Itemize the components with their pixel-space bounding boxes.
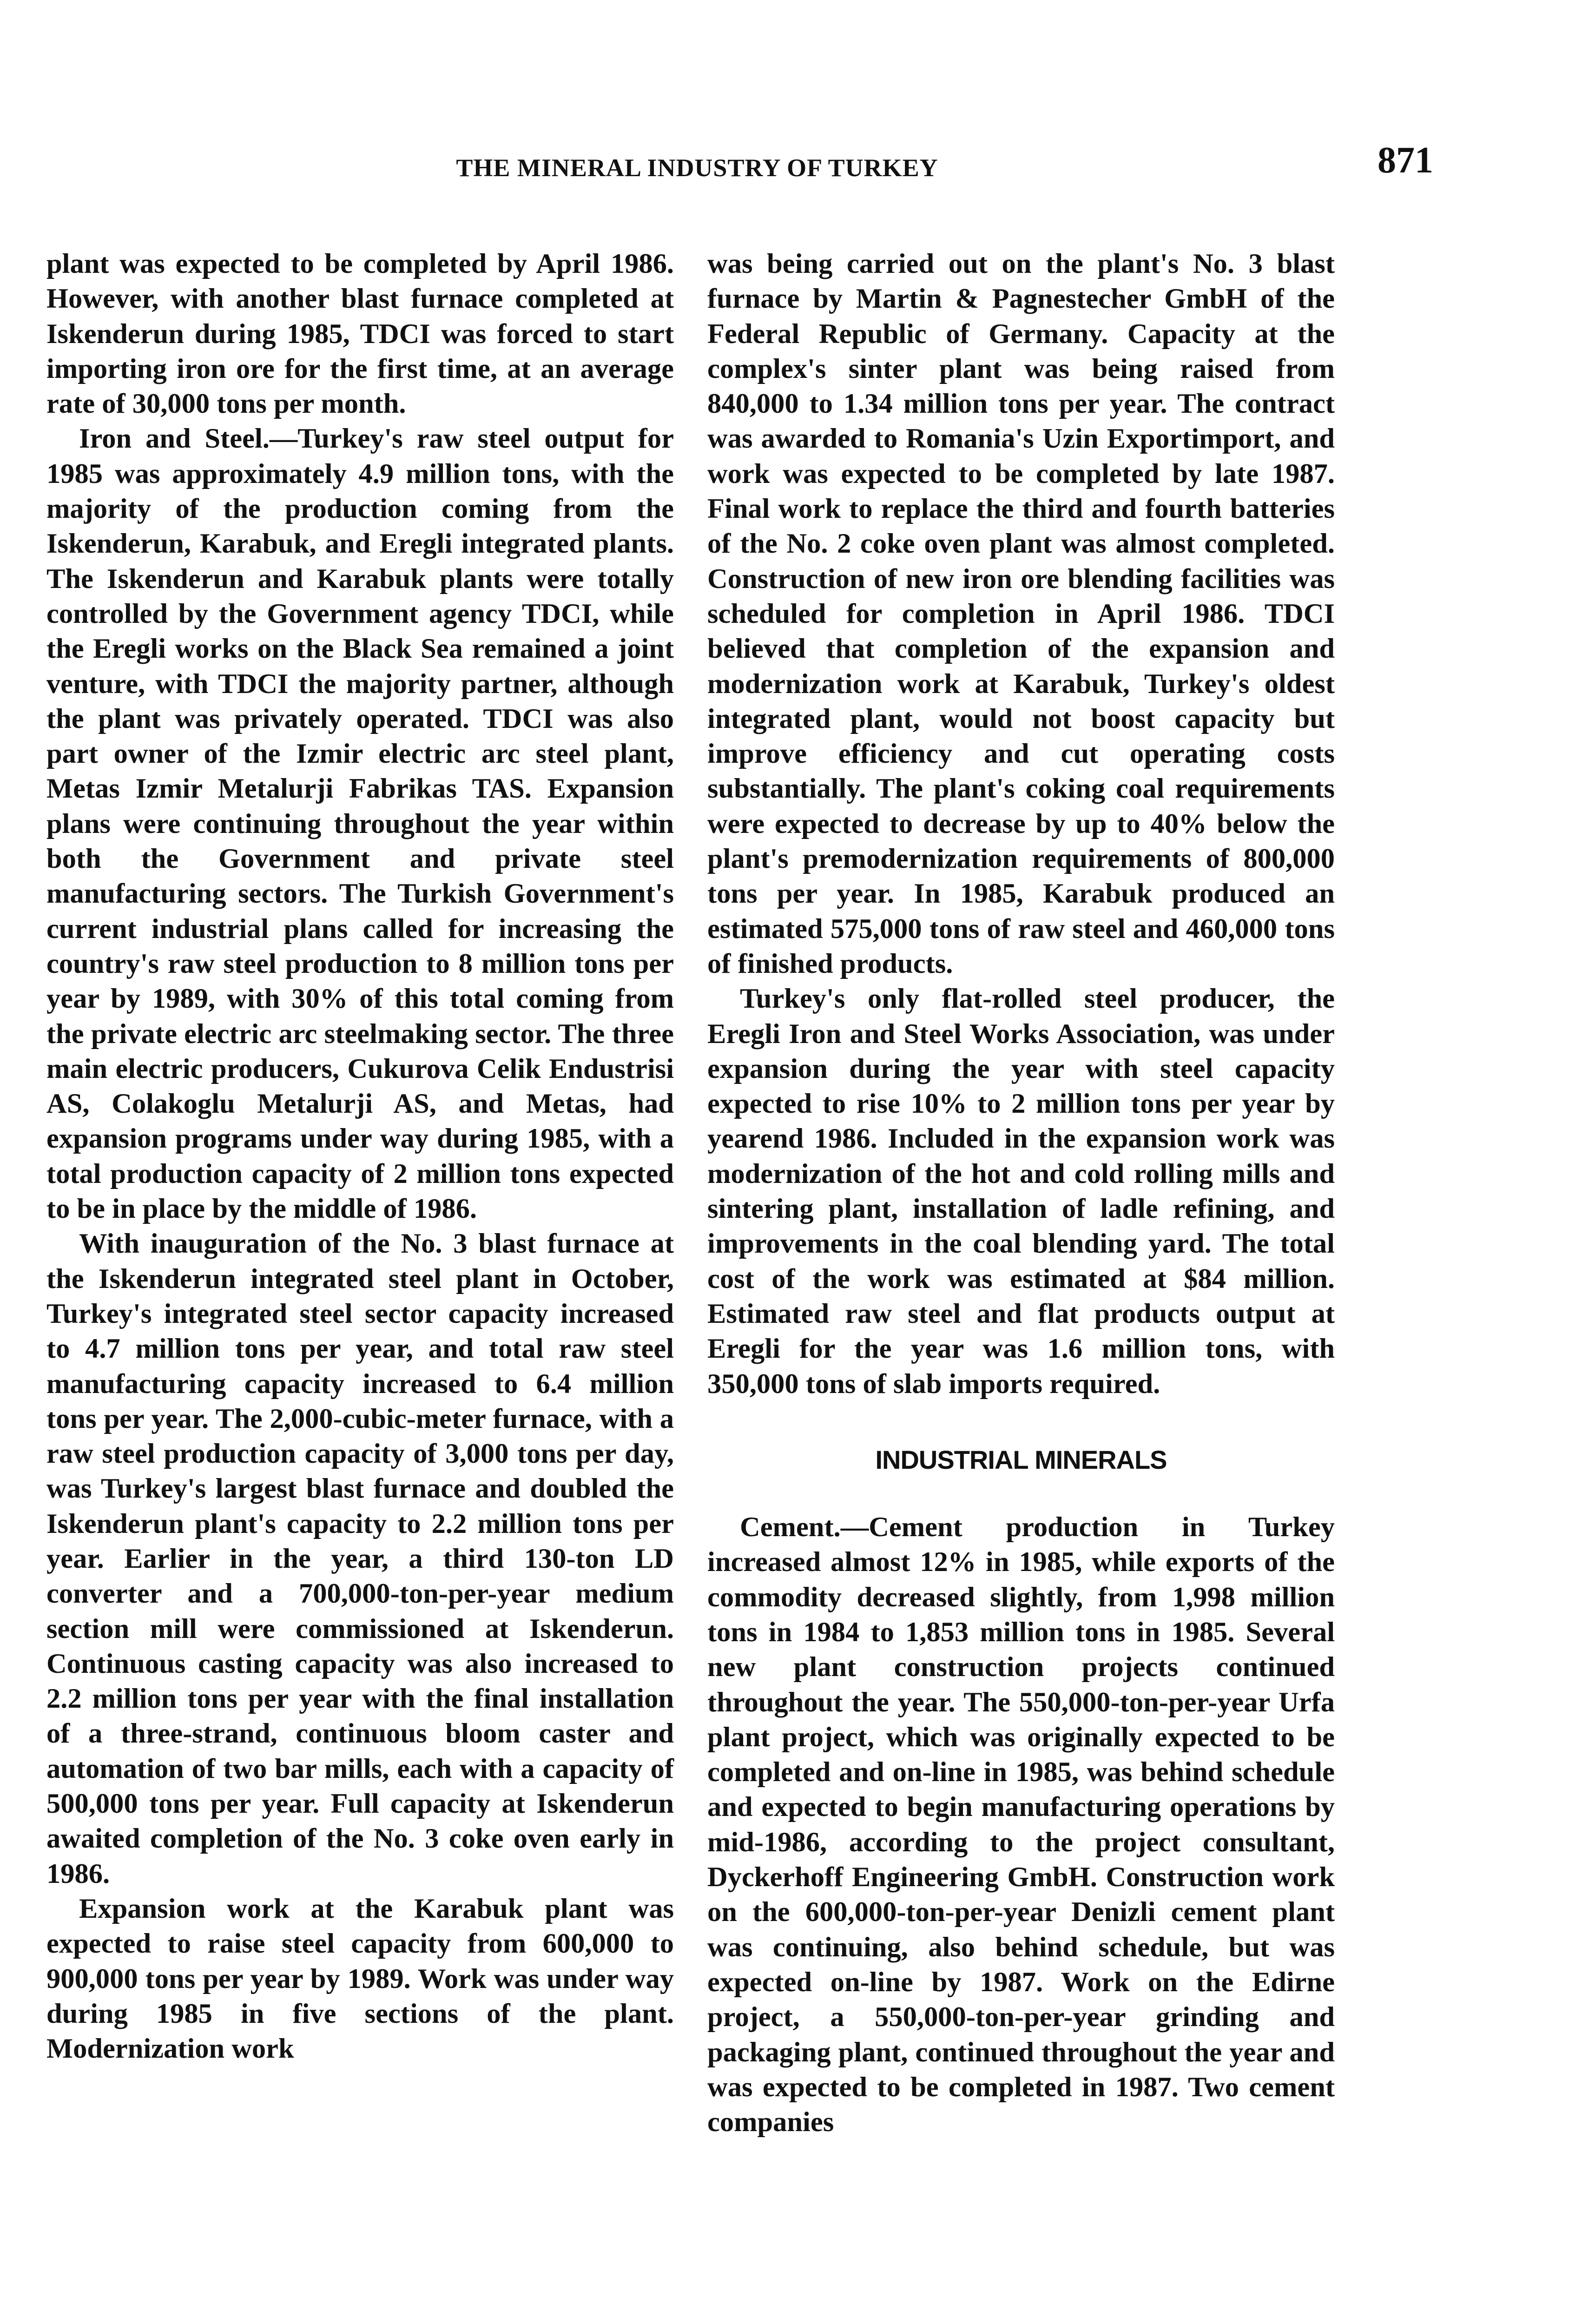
paragraph: Expansion work at the Karabuk plant was expected to raise steel capacity from 600,000 to 900,000 tons per year by 1989. Work was under way during 1985 in five sections of the plant. Modernization work [46,1893,674,2065]
left-column [46,246,674,2066]
page-number: 871 [1378,140,1433,181]
paragraph: plant was expected to be completed by April 1986. However, with another blast furnace completed at Iskenderun during 1985, TDCI was forced to start importing iron ore for the first time, at an average rate of 30,000 tons per month. [46,248,674,420]
run-in-heading-cement: Cement. [740,1512,841,1543]
paragraph: With inauguration of the No. 3 blast furnace at the Iskenderun integrated steel plant in October, Turkey's integrated steel sector capacity increased to 4.7 million tons per year, and total raw steel manufacturing capacity increased to 6.4 million tons per year. The 2,000-cubic-meter furnace, with a raw steel production capacity of 3,000 tons per day, was Turkey's largest blast furnace and doubled the Iskenderun plant's capacity to 2.2 million tons per year. Earlier in the year, a third 130-ton LD converter and a 700,000-ton-per-year medium section mill were commissioned at Iskenderun. Continuous casting capacity was also increased to 2.2 million tons per year with the final installation of a three-strand, continuous bloom caster and automation of two bar mills, each with a capacity of 500,000 tons per year. Full capacity at Iskenderun awaited completion of the No. 3 coke oven early in 1986. [46,1228,674,1889]
paragraph-text: —Turkey's raw steel output for 1985 was approximately 4.9 million tons, with the majority of the production coming from the Iskenderun, Karabuk, and Eregli integrated plants. The Iskenderun and Karabuk plants were totally controlled by the Government agency TDCI, while the Eregli works on the Black Sea remained a joint venture, with TDCI the majority partner, although the plant was privately operated. TDCI was also part owner of the Izmir electric arc steel plant, Metas Izmir Metalurji Fabrikas TAS. Expansion plans were continuing throughout the year within both the Government and private steel manufacturing sectors. The Turkish Government's current industrial plans called for increasing the country's raw steel production to 8 million tons per year by 1989, with 30% of this total coming from the private electric arc steelmaking sector. The three main electric producers, Cukurova Celik Endustrisi AS, Colakoglu Metalurji AS, and Metas, had expansion programs under way during 1985, with a total production capacity of 2 million tons expected to be in place by the middle of 1986. [46,423,674,1225]
paragraph: Turkey's only flat-rolled steel producer, the Eregli Iron and Steel Works Association, was under expansion during the year with steel capacity expected to rise 10% to 2 million tons per year by yearend 1986. Included in the expansion work was modernization of the hot and cold rolling mills and sintering plant, installation of ladle refining, and improvements in the coal blending yard. The total cost of the work was estimated at $84 million. Estimated raw steel and flat products output at Eregli for the year was 1.6 million tons, with 350,000 tons of slab imports required. [707,983,1335,1400]
paragraph: was being carried out on the plant's No. 3 blast furnace by Martin & Pagnestecher GmbH of the Federal Republic of Germany. Capacity at the complex's sinter plant was being raised from 840,000 to 1.34 million tons per year. The contract was awarded to Romania's Uzin Exportimport, and work was expected to be completed by late 1987. Final work to replace the third and fourth batteries of the No. 2 coke oven plant was almost completed. Construction of new iron ore blending facilities was scheduled for completion in April 1986. TDCI believed that completion of the expansion and modernization work at Karabuk, Turkey's oldest integrated plant, would not boost capacity but improve efficiency and cut operating costs substantially. The plant's coking coal requirements were expected to decrease by up to 40% below the plant's premodernization requirements of 800,000 tons per year. In 1985, Karabuk produced an estimated 575,000 tons of raw steel and 460,000 tons of finished products. [707,248,1335,979]
paragraph-text: —Cement production in Turkey increased almost 12% in 1985, while exports of the commodity decreased slightly, from 1,998 million tons in 1984 to 1,853 million tons in 1985. Several new plant construction projects continued throughout the year. The 550,000-ton-per-year Urfa plant project, which was originally expected to be completed and on-line in 1985, was behind schedule and expected to begin manufacturing operations by mid-1986, according to the project consultant, Dyckerhoff Engineering GmbH. Construction work on the 600,000-ton-per-year Denizli cement plant was continuing, also behind schedule, but was expected on-line by 1987. Work on the Edirne project, a 550,000-ton-per-year grinding and packaging plant, continued throughout the year and was expected to be completed in 1987. Two cement companies [707,1512,1335,2138]
running-header-title: THE MINERAL INDUSTRY OF TURKEY [456,154,938,182]
paragraph-iron-and-steel [46,421,674,1226]
run-in-heading-iron-and-steel: Iron and Steel. [79,423,270,455]
paragraph-cement [707,1510,1335,2139]
section-heading-industrial-minerals: INDUSTRIAL MINERALS [875,1445,1167,1474]
right-column [707,246,1335,2139]
